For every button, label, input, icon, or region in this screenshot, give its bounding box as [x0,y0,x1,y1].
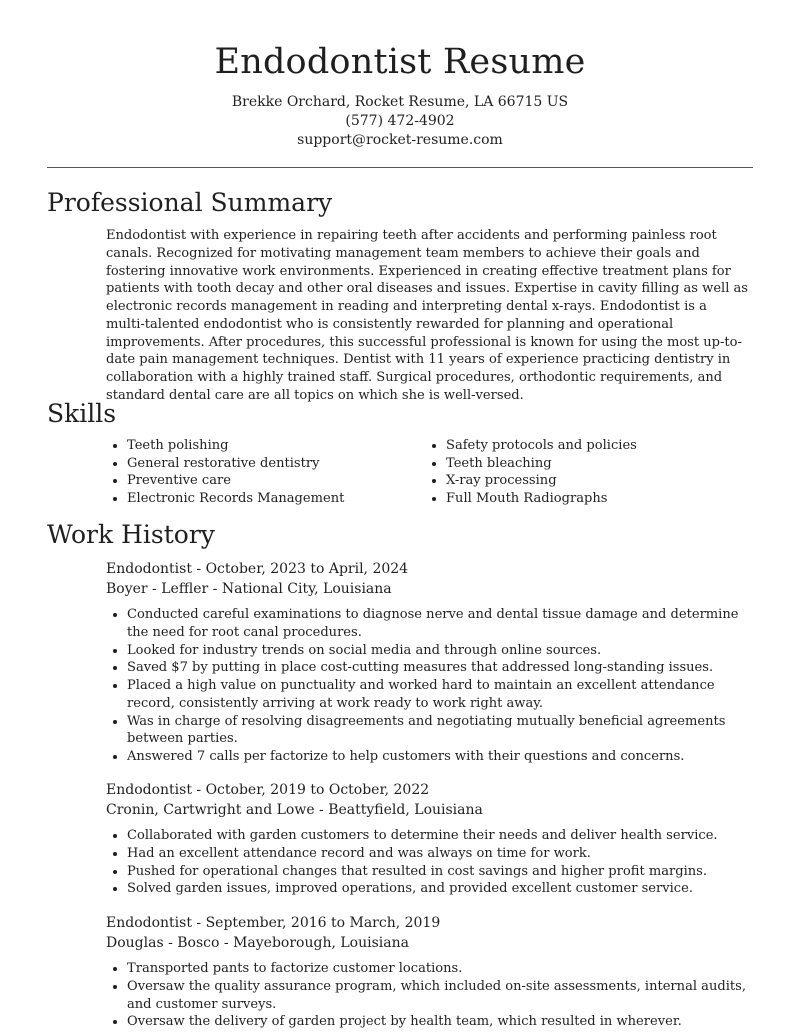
skill-item: • Teeth polishing [127,437,344,455]
job-entry [106,559,748,766]
job-bullet: • Conducted careful examinations to diagnose nerve and dental tissue damage and determine the need for root canal procedures. [127,606,748,642]
job-bullet: • Oversaw the quality assurance program, which included on-site assessments, internal audits, and customer surveys. [127,978,748,1014]
job-company: Cronin, Cartwright and Lowe - Beattyfield, Louisiana [106,802,483,818]
job-title: Endodontist - October, 2019 to October, 2022 [106,782,430,798]
skill-item: • X-ray processing [446,472,637,490]
contact-address: Brekke Orchard, Rocket Resume, LA 66715 US [231,94,569,110]
skill-item: • Teeth bleaching [446,455,637,473]
skill-item: • General restorative dentistry [127,455,344,473]
job-bullet: • Had an excellent attendance record and was always on time for work. [127,845,748,863]
section-title-skills: Skills [47,399,117,428]
skills-list-right [425,437,637,508]
job-bullet: • Answered 7 calls per factorize to help customers with their questions and concerns. [127,748,748,766]
job-bullet: • Oversaw the delivery of garden project by health team, which resulted in wherever. [127,1013,748,1031]
job-bullets [106,960,748,1031]
job-entry [106,913,748,1031]
job-bullets [106,827,748,898]
job-bullet: • Pushed for operational changes that resulted in cost savings and higher profit margins. [127,863,748,881]
skill-item: • Full Mouth Radiographs [446,490,637,508]
job-bullet: • Saved $7 by putting in place cost-cutting measures that addressed long-standing issues. [127,659,748,677]
job-bullet: • Looked for industry trends on social media and through online sources. [127,642,748,660]
section-title-summary: Professional Summary [47,188,333,217]
skill-item: • Safety protocols and policies [446,437,637,455]
job-bullet: • Placed a high value on punctuality and worked hard to maintain an excellent attendance record, consistently arriving at work ready to work right away. [127,677,748,713]
skills-list-left [106,437,344,508]
job-bullet: • Was in charge of resolving disagreements and negotiating mutually beneficial agreements between parties. [127,713,748,749]
section-title-work-history: Work History [47,520,215,549]
job-bullet: • Solved garden issues, improved operations, and provided excellent customer service. [127,880,748,898]
header-divider [47,167,753,168]
contact-email: support@rocket-resume.com [297,132,503,148]
skill-item: • Preventive care [127,472,344,490]
job-entry [106,780,748,898]
job-company: Douglas - Bosco - Mayeborough, Louisiana [106,935,409,951]
contact-phone: (577) 472-4902 [345,113,455,129]
summary-text: Endodontist with experience in repairing teeth after accidents and performing painless root canals. Recognized for motivating management team members to achieve their goals and fostering innovative work environments. Experienced in creating effective treatment plans for patients with tooth decay and other oral diseases and issues. Expertise in cavity filling as well as electronic records management in reading and interpreting dental x-rays. Endodontist is a multi-talented endodontist who is consistently rewarded for planning and operational improvements. After procedures, this successful professional is known for using the most up-to-date pain management techniques. Dentist with 11 years of experience practicing dentistry in collaboration with a highly trained staff. Surgical procedures, orthodontic requirements, and standard dental care are all topics on which she is well-versed. [106,228,749,403]
job-bullet: • Collaborated with garden customers to determine their needs and deliver health service. [127,827,748,845]
job-title: Endodontist - October, 2023 to April, 2024 [106,561,409,577]
job-bullets [106,606,748,766]
job-company: Boyer - Leffler - National City, Louisiana [106,581,392,597]
job-bullet: • Transported pants to factorize customer locations. [127,960,748,978]
resume-title: Endodontist Resume [214,42,586,82]
job-title: Endodontist - September, 2016 to March, 2019 [106,915,441,931]
skill-item: • Electronic Records Management [127,490,344,508]
